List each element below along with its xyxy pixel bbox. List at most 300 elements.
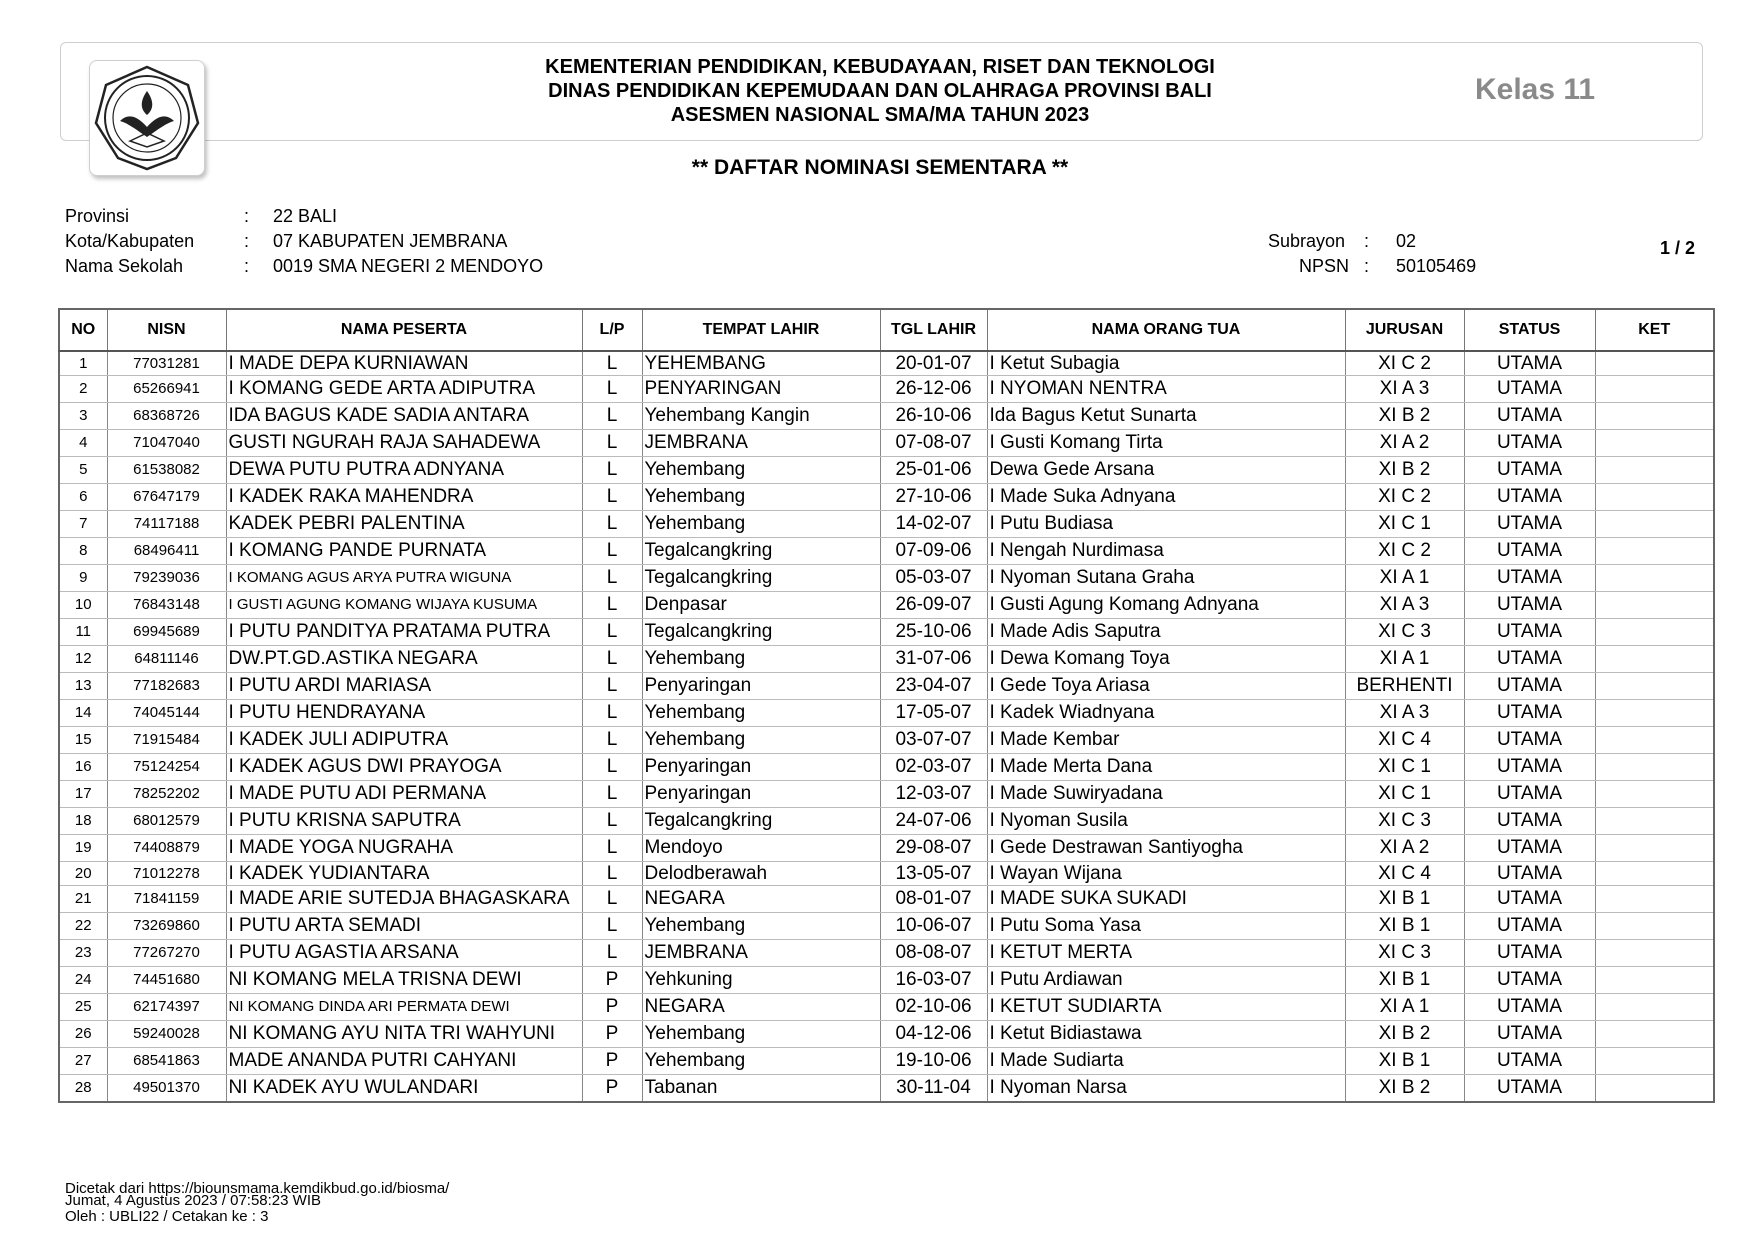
row-tempat-lahir: Penyaringan	[642, 781, 880, 808]
table-row	[59, 727, 1714, 754]
row-tempat-lahir: YEHEMBANG	[642, 351, 880, 376]
row-status: UTAMA	[1464, 1048, 1595, 1075]
row-tgl-lahir: 31-07-06	[880, 646, 987, 673]
table-row	[59, 592, 1714, 619]
row-ket	[1595, 808, 1714, 835]
row-nama-orang-tua: I Ketut Subagia	[987, 351, 1345, 376]
npsn-label: NPSN	[1299, 256, 1350, 276]
row-tgl-lahir: 25-01-06	[880, 457, 987, 484]
row-nama-orang-tua: I Gusti Agung Komang Adnyana	[987, 592, 1345, 619]
row-nama-peserta: I MADE DEPA KURNIAWAN	[226, 351, 582, 376]
row-nisn: 71047040	[107, 430, 226, 457]
row-nama-peserta: I KOMANG AGUS ARYA PUTRA WIGUNA	[226, 565, 582, 592]
row-nama-peserta: DEWA PUTU PUTRA ADNYANA	[226, 457, 582, 484]
row-ket	[1595, 967, 1714, 994]
row-ket	[1595, 1075, 1714, 1103]
row-nama-peserta: I KOMANG PANDE PURNATA	[226, 538, 582, 565]
row-nama-orang-tua: I Gede Destrawan Santiyogha	[987, 835, 1345, 862]
row-nisn: 61538082	[107, 457, 226, 484]
row-nama-peserta: I PUTU HENDRAYANA	[226, 700, 582, 727]
row-lp: L	[582, 727, 642, 754]
table-row	[59, 808, 1714, 835]
row-nisn: 77267270	[107, 940, 226, 967]
row-nisn: 67647179	[107, 484, 226, 511]
row-status: UTAMA	[1464, 538, 1595, 565]
row-no: 3	[59, 403, 107, 430]
row-ket	[1595, 673, 1714, 700]
row-tgl-lahir: 29-08-07	[880, 835, 987, 862]
row-no: 15	[59, 727, 107, 754]
row-status: UTAMA	[1464, 994, 1595, 1021]
sekolah-value: 0019 SMA NEGERI 2 MENDOYO	[273, 256, 544, 276]
table-row	[59, 457, 1714, 484]
row-tempat-lahir: Yehembang	[642, 1021, 880, 1048]
row-no: 12	[59, 646, 107, 673]
row-lp: P	[582, 994, 642, 1021]
row-jurusan: XI C 2	[1345, 484, 1464, 511]
row-nisn: 71841159	[107, 886, 226, 913]
row-ket	[1595, 430, 1714, 457]
row-nama-peserta: I KADEK JULI ADIPUTRA	[226, 727, 582, 754]
row-nisn: 73269860	[107, 913, 226, 940]
row-jurusan: XI C 2	[1345, 351, 1464, 376]
row-nama-orang-tua: I Nyoman Sutana Graha	[987, 565, 1345, 592]
row-jurusan: XI A 1	[1345, 646, 1464, 673]
row-ket	[1595, 940, 1714, 967]
row-nisn: 75124254	[107, 754, 226, 781]
row-nisn: 74451680	[107, 967, 226, 994]
row-status: UTAMA	[1464, 430, 1595, 457]
table-row	[59, 835, 1714, 862]
row-status: UTAMA	[1464, 592, 1595, 619]
row-jurusan: XI C 4	[1345, 727, 1464, 754]
row-lp: L	[582, 673, 642, 700]
col-tempat-lahir: TEMPAT LAHIR	[642, 309, 880, 351]
row-status: UTAMA	[1464, 565, 1595, 592]
col-ket: KET	[1595, 309, 1714, 351]
row-tgl-lahir: 20-01-07	[880, 351, 987, 376]
row-nama-peserta: I KOMANG GEDE ARTA ADIPUTRA	[226, 376, 582, 403]
row-lp: L	[582, 376, 642, 403]
row-tgl-lahir: 23-04-07	[880, 673, 987, 700]
row-tgl-lahir: 25-10-06	[880, 619, 987, 646]
row-nama-orang-tua: I MADE SUKA SUKADI	[987, 886, 1345, 913]
row-jurusan: XI C 4	[1345, 862, 1464, 886]
subrayon-value: 02	[1396, 231, 1417, 251]
row-ket	[1595, 351, 1714, 376]
row-lp: L	[582, 430, 642, 457]
row-ket	[1595, 592, 1714, 619]
row-no: 8	[59, 538, 107, 565]
row-no: 10	[59, 592, 107, 619]
row-tempat-lahir: Yehembang	[642, 727, 880, 754]
row-ket	[1595, 511, 1714, 538]
provinsi-value: 22 BALI	[273, 206, 338, 226]
table-row	[59, 376, 1714, 403]
row-tempat-lahir: Yehembang	[642, 913, 880, 940]
row-status: UTAMA	[1464, 511, 1595, 538]
row-jurusan: XI C 3	[1345, 808, 1464, 835]
row-jurusan: XI B 2	[1345, 1021, 1464, 1048]
table-row	[59, 913, 1714, 940]
row-jurusan: XI B 2	[1345, 403, 1464, 430]
table-header-row	[59, 309, 1714, 351]
row-lp: L	[582, 457, 642, 484]
row-jurusan: XI C 1	[1345, 511, 1464, 538]
table-row	[59, 430, 1714, 457]
row-status: UTAMA	[1464, 913, 1595, 940]
table-row	[59, 646, 1714, 673]
row-nama-orang-tua: I Made Merta Dana	[987, 754, 1345, 781]
row-nisn: 74045144	[107, 700, 226, 727]
row-jurusan: XI C 1	[1345, 754, 1464, 781]
row-jurusan: XI A 3	[1345, 592, 1464, 619]
row-tempat-lahir: Penyaringan	[642, 673, 880, 700]
row-ket	[1595, 1021, 1714, 1048]
row-nama-peserta: GUSTI NGURAH RAJA SAHADEWA	[226, 430, 582, 457]
row-tgl-lahir: 08-01-07	[880, 886, 987, 913]
row-nama-peserta: IDA BAGUS KADE SADIA ANTARA	[226, 403, 582, 430]
row-nisn: 64811146	[107, 646, 226, 673]
row-no: 4	[59, 430, 107, 457]
row-jurusan: XI C 2	[1345, 538, 1464, 565]
row-nisn: 69945689	[107, 619, 226, 646]
col-jurusan: JURUSAN	[1345, 309, 1464, 351]
row-tgl-lahir: 14-02-07	[880, 511, 987, 538]
row-tgl-lahir: 19-10-06	[880, 1048, 987, 1075]
row-tempat-lahir: Yehembang	[642, 484, 880, 511]
row-nama-orang-tua: I Dewa Komang Toya	[987, 646, 1345, 673]
row-lp: P	[582, 1075, 642, 1103]
row-tgl-lahir: 17-05-07	[880, 700, 987, 727]
row-status: UTAMA	[1464, 727, 1595, 754]
table-row	[59, 403, 1714, 430]
row-nama-orang-tua: I Made Kembar	[987, 727, 1345, 754]
row-status: UTAMA	[1464, 646, 1595, 673]
row-lp: L	[582, 781, 642, 808]
row-nama-orang-tua: I Made Adis Saputra	[987, 619, 1345, 646]
row-lp: L	[582, 940, 642, 967]
row-nama-orang-tua: I Nengah Nurdimasa	[987, 538, 1345, 565]
footer-operator: Oleh : UBLI22 / Cetakan ke : 3	[65, 1208, 269, 1225]
col-tgl-lahir: TGL LAHIR	[880, 309, 987, 351]
row-tempat-lahir: Denpasar	[642, 592, 880, 619]
row-tempat-lahir: Yehembang	[642, 511, 880, 538]
row-tempat-lahir: Yehkuning	[642, 967, 880, 994]
row-status: UTAMA	[1464, 781, 1595, 808]
row-jurusan: XI C 3	[1345, 619, 1464, 646]
row-no: 7	[59, 511, 107, 538]
row-nama-peserta: I PUTU KRISNA SAPUTRA	[226, 808, 582, 835]
ministry-title: KEMENTERIAN PENDIDIKAN, KEBUDAYAAN, RISET DAN TEKNOLOGI	[545, 56, 1215, 78]
row-tempat-lahir: Yehembang	[642, 700, 880, 727]
row-status: UTAMA	[1464, 351, 1595, 376]
table-row	[59, 862, 1714, 886]
row-nama-peserta: I PUTU ARTA SEMADI	[226, 913, 582, 940]
row-jurusan: XI A 3	[1345, 700, 1464, 727]
row-ket	[1595, 781, 1714, 808]
row-nama-peserta: NI KADEK AYU WULANDARI	[226, 1075, 582, 1103]
agency-title: DINAS PENDIDIKAN KEPEMUDAAN DAN OLAHRAGA PROVINSI BALI	[548, 80, 1212, 102]
row-tgl-lahir: 03-07-07	[880, 727, 987, 754]
row-nama-peserta: I PUTU AGASTIA ARSANA	[226, 940, 582, 967]
row-jurusan: XI A 1	[1345, 565, 1464, 592]
row-tempat-lahir: JEMBRANA	[642, 940, 880, 967]
row-lp: L	[582, 886, 642, 913]
row-nama-peserta: NI KOMANG AYU NITA TRI WAHYUNI	[226, 1021, 582, 1048]
row-lp: L	[582, 511, 642, 538]
col-no: NO	[59, 309, 107, 351]
row-status: UTAMA	[1464, 673, 1595, 700]
row-ket	[1595, 646, 1714, 673]
row-tempat-lahir: Yehembang Kangin	[642, 403, 880, 430]
table-row	[59, 994, 1714, 1021]
row-nama-orang-tua: I Wayan Wijana	[987, 862, 1345, 886]
row-ket	[1595, 862, 1714, 886]
table-row	[59, 700, 1714, 727]
row-lp: L	[582, 538, 642, 565]
col-lp: L/P	[582, 309, 642, 351]
row-tempat-lahir: Tegalcangkring	[642, 619, 880, 646]
row-status: UTAMA	[1464, 940, 1595, 967]
row-nama-peserta: DW.PT.GD.ASTIKA NEGARA	[226, 646, 582, 673]
row-tempat-lahir: NEGARA	[642, 886, 880, 913]
row-jurusan: XI B 2	[1345, 1075, 1464, 1103]
row-tgl-lahir: 16-03-07	[880, 967, 987, 994]
row-nama-orang-tua: I Gede Toya Ariasa	[987, 673, 1345, 700]
row-tempat-lahir: Yehembang	[642, 646, 880, 673]
row-nama-peserta: I MADE ARIE SUTEDJA BHAGASKARA	[226, 886, 582, 913]
row-status: UTAMA	[1464, 457, 1595, 484]
row-ket	[1595, 403, 1714, 430]
row-tgl-lahir: 07-08-07	[880, 430, 987, 457]
row-lp: L	[582, 835, 642, 862]
row-status: UTAMA	[1464, 484, 1595, 511]
row-no: 26	[59, 1021, 107, 1048]
row-lp: L	[582, 351, 642, 376]
row-tgl-lahir: 13-05-07	[880, 862, 987, 886]
row-ket	[1595, 835, 1714, 862]
row-status: UTAMA	[1464, 1075, 1595, 1103]
row-tgl-lahir: 04-12-06	[880, 1021, 987, 1048]
row-nisn: 68012579	[107, 808, 226, 835]
row-no: 28	[59, 1075, 107, 1103]
row-jurusan: XI A 3	[1345, 376, 1464, 403]
table-row	[59, 967, 1714, 994]
row-no: 19	[59, 835, 107, 862]
row-no: 25	[59, 994, 107, 1021]
row-nama-peserta: KADEK PEBRI PALENTINA	[226, 511, 582, 538]
row-tempat-lahir: Tegalcangkring	[642, 565, 880, 592]
kota-colon: :	[244, 231, 250, 251]
row-nama-peserta: I KADEK AGUS DWI PRAYOGA	[226, 754, 582, 781]
row-nama-peserta: I MADE PUTU ADI PERMANA	[226, 781, 582, 808]
row-nisn: 79239036	[107, 565, 226, 592]
table-row	[59, 781, 1714, 808]
row-nama-orang-tua: I KETUT MERTA	[987, 940, 1345, 967]
row-lp: L	[582, 403, 642, 430]
row-lp: L	[582, 592, 642, 619]
assessment-title: ASESMEN NASIONAL SMA/MA TAHUN 2023	[670, 104, 1090, 126]
row-jurusan: XI C 3	[1345, 940, 1464, 967]
row-tempat-lahir: Tegalcangkring	[642, 538, 880, 565]
row-jurusan: BERHENTI	[1345, 673, 1464, 700]
row-nama-orang-tua: I Putu Ardiawan	[987, 967, 1345, 994]
row-nama-orang-tua: I Kadek Wiadnyana	[987, 700, 1345, 727]
row-ket	[1595, 484, 1714, 511]
row-no: 16	[59, 754, 107, 781]
row-ket	[1595, 457, 1714, 484]
row-status: UTAMA	[1464, 376, 1595, 403]
row-lp: P	[582, 1021, 642, 1048]
row-no: 5	[59, 457, 107, 484]
col-nisn: NISN	[107, 309, 226, 351]
row-nama-peserta: MADE ANANDA PUTRI CAHYANI	[226, 1048, 582, 1075]
row-no: 20	[59, 862, 107, 886]
row-status: UTAMA	[1464, 754, 1595, 781]
row-no: 1	[59, 351, 107, 376]
row-ket	[1595, 886, 1714, 913]
row-ket	[1595, 376, 1714, 403]
row-nisn: 68541863	[107, 1048, 226, 1075]
row-tgl-lahir: 12-03-07	[880, 781, 987, 808]
row-status: UTAMA	[1464, 403, 1595, 430]
table-row	[59, 351, 1714, 376]
row-tgl-lahir: 30-11-04	[880, 1075, 987, 1103]
nomination-table	[58, 308, 1715, 1103]
row-jurusan: XI A 2	[1345, 835, 1464, 862]
row-nama-peserta: I GUSTI AGUNG KOMANG WIJAYA KUSUMA	[226, 592, 582, 619]
row-ket	[1595, 700, 1714, 727]
row-nisn: 77031281	[107, 351, 226, 376]
row-jurusan: XI C 1	[1345, 781, 1464, 808]
row-ket	[1595, 754, 1714, 781]
row-status: UTAMA	[1464, 886, 1595, 913]
row-jurusan: XI A 1	[1345, 994, 1464, 1021]
row-no: 13	[59, 673, 107, 700]
footer-source: Dicetak dari https://biounsmama.kemdikbud.go.id/biosma/	[65, 1180, 450, 1197]
row-tgl-lahir: 07-09-06	[880, 538, 987, 565]
row-tempat-lahir: Penyaringan	[642, 754, 880, 781]
row-nisn: 68368726	[107, 403, 226, 430]
footer-date: Jumat, 4 Agustus 2023 / 07:58:23 WIB	[65, 1192, 321, 1209]
row-no: 18	[59, 808, 107, 835]
table-row	[59, 565, 1714, 592]
row-nama-orang-tua: I Nyoman Susila	[987, 808, 1345, 835]
page-number: 1 / 2	[1660, 238, 1696, 258]
row-no: 9	[59, 565, 107, 592]
table-row	[59, 673, 1714, 700]
logo-emblem-icon	[90, 61, 204, 175]
row-nisn: 65266941	[107, 376, 226, 403]
row-nisn: 68496411	[107, 538, 226, 565]
row-lp: L	[582, 754, 642, 781]
row-tempat-lahir: JEMBRANA	[642, 430, 880, 457]
table-row	[59, 538, 1714, 565]
row-status: UTAMA	[1464, 619, 1595, 646]
row-nisn: 62174397	[107, 994, 226, 1021]
row-nisn: 49501370	[107, 1075, 226, 1103]
kota-value: 07 KABUPATEN JEMBRANA	[273, 231, 508, 251]
table-row	[59, 886, 1714, 913]
row-tempat-lahir: Tabanan	[642, 1075, 880, 1103]
row-status: UTAMA	[1464, 1021, 1595, 1048]
table-row	[59, 940, 1714, 967]
row-nama-orang-tua: Ida Bagus Ketut Sunarta	[987, 403, 1345, 430]
row-lp: L	[582, 700, 642, 727]
row-no: 11	[59, 619, 107, 646]
row-lp: L	[582, 913, 642, 940]
row-tgl-lahir: 27-10-06	[880, 484, 987, 511]
row-nama-orang-tua: I Ketut Bidiastawa	[987, 1021, 1345, 1048]
row-tgl-lahir: 26-09-07	[880, 592, 987, 619]
row-nama-peserta: NI KOMANG DINDA ARI PERMATA DEWI	[226, 994, 582, 1021]
table-row	[59, 1075, 1714, 1103]
table-row	[59, 511, 1714, 538]
row-no: 23	[59, 940, 107, 967]
kota-label: Kota/Kabupaten	[65, 231, 195, 251]
row-nama-peserta: I PUTU PANDITYA PRATAMA PUTRA	[226, 619, 582, 646]
row-lp: L	[582, 565, 642, 592]
row-tgl-lahir: 24-07-06	[880, 808, 987, 835]
row-nama-orang-tua: I Made Suka Adnyana	[987, 484, 1345, 511]
row-no: 21	[59, 886, 107, 913]
row-ket	[1595, 913, 1714, 940]
row-no: 24	[59, 967, 107, 994]
row-status: UTAMA	[1464, 862, 1595, 886]
row-ket	[1595, 619, 1714, 646]
row-nama-orang-tua: Dewa Gede Arsana	[987, 457, 1345, 484]
table-row	[59, 1048, 1714, 1075]
row-no: 17	[59, 781, 107, 808]
row-jurusan: XI B 1	[1345, 1048, 1464, 1075]
row-no: 22	[59, 913, 107, 940]
row-tempat-lahir: PENYARINGAN	[642, 376, 880, 403]
row-tgl-lahir: 10-06-07	[880, 913, 987, 940]
row-lp: L	[582, 808, 642, 835]
row-nama-orang-tua: I Putu Soma Yasa	[987, 913, 1345, 940]
row-nama-orang-tua: I Gusti Komang Tirta	[987, 430, 1345, 457]
npsn-colon: :	[1364, 256, 1370, 276]
row-tgl-lahir: 26-10-06	[880, 403, 987, 430]
row-nisn: 77182683	[107, 673, 226, 700]
row-lp: L	[582, 484, 642, 511]
row-nama-peserta: I KADEK YUDIANTARA	[226, 862, 582, 886]
col-nama-orang-tua: NAMA ORANG TUA	[987, 309, 1345, 351]
row-lp: L	[582, 862, 642, 886]
row-jurusan: XI A 2	[1345, 430, 1464, 457]
row-nama-orang-tua: I Putu Budiasa	[987, 511, 1345, 538]
row-tempat-lahir: Mendoyo	[642, 835, 880, 862]
row-nama-orang-tua: I NYOMAN NENTRA	[987, 376, 1345, 403]
row-tgl-lahir: 26-12-06	[880, 376, 987, 403]
row-tgl-lahir: 08-08-07	[880, 940, 987, 967]
table-row	[59, 619, 1714, 646]
row-ket	[1595, 994, 1714, 1021]
row-nisn: 74117188	[107, 511, 226, 538]
sekolah-label: Nama Sekolah	[65, 256, 184, 276]
row-jurusan: XI B 2	[1345, 457, 1464, 484]
row-nama-peserta: I MADE YOGA NUGRAHA	[226, 835, 582, 862]
row-lp: L	[582, 619, 642, 646]
col-nama-peserta: NAMA PESERTA	[226, 309, 582, 351]
row-tgl-lahir: 02-03-07	[880, 754, 987, 781]
row-nisn: 71915484	[107, 727, 226, 754]
document-subtitle: ** DAFTAR NOMINASI SEMENTARA **	[691, 156, 1069, 179]
row-jurusan: XI B 1	[1345, 886, 1464, 913]
subrayon-colon: :	[1364, 231, 1370, 251]
row-tgl-lahir: 02-10-06	[880, 994, 987, 1021]
